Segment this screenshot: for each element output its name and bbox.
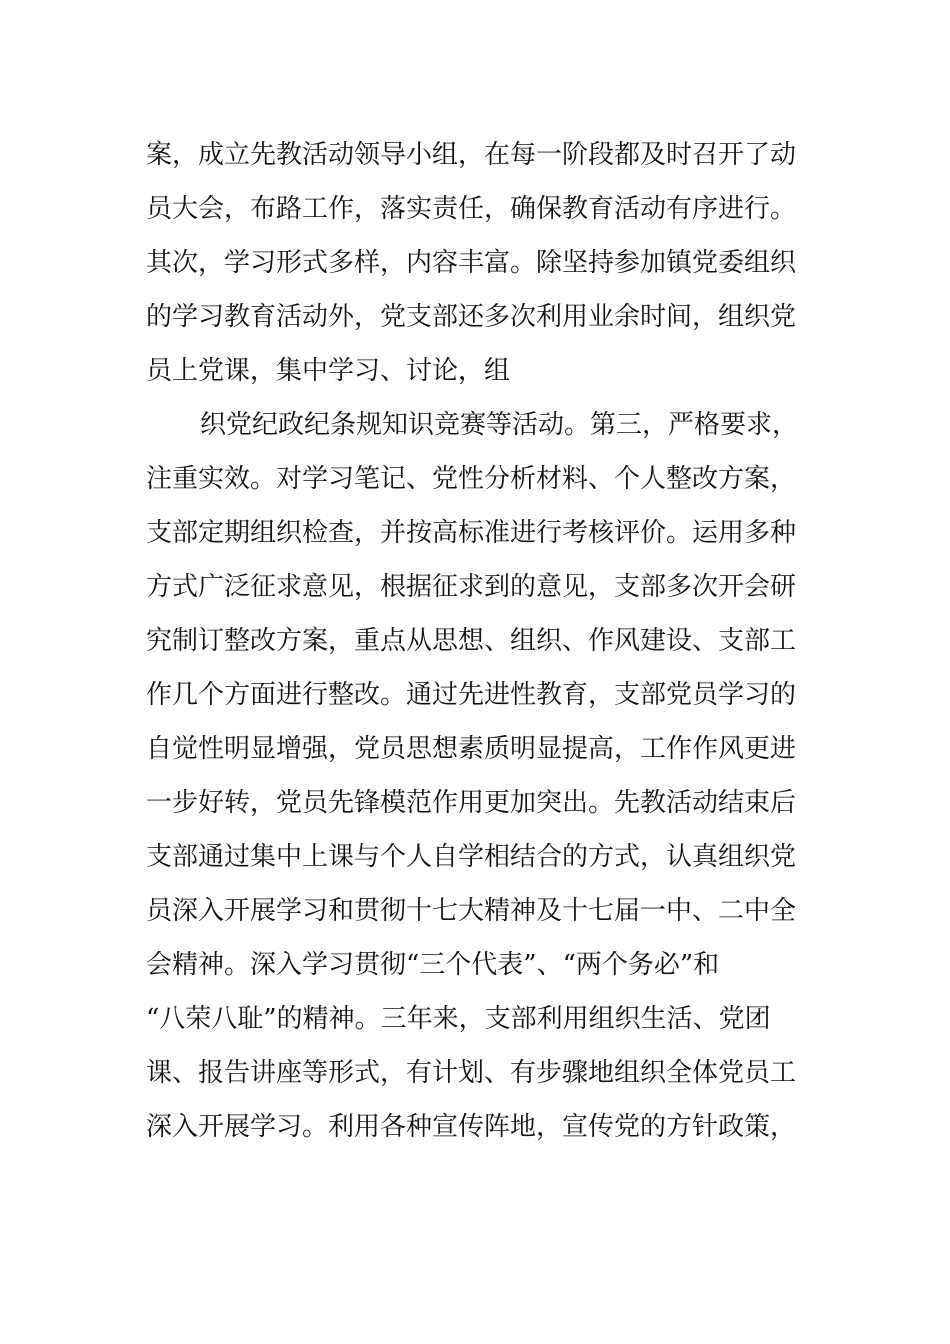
text-line: 究制订整改方案，重点从思想、组织、作风建设、支部工 <box>146 626 797 656</box>
text-line: “八荣八耻”的精神。三年来，支部利用组织生活、党团 <box>146 1004 771 1034</box>
text-line: 一步好转，党员先锋模范作用更加突出。先教活动结束后 <box>146 788 797 818</box>
text-line: 员深入开展学习和贯彻十七大精神及十七届一中、二中全 <box>146 896 797 926</box>
text-line: 自觉性明显增强，党员思想素质明显提高，工作作风更进 <box>146 734 797 764</box>
text-line: 注重实效。对学习笔记、党性分析材料、个人整改方案， <box>146 464 797 494</box>
text-line: 支部通过集中上课与个人自学相结合的方式，认真组织党 <box>146 842 797 872</box>
text-line: 支部定期组织检查，并按高标准进行考核评价。运用多种 <box>146 518 797 548</box>
text-line: 员大会，布路工作，落实责任，确保教育活动有序进行。 <box>146 194 797 224</box>
text-line: 案，成立先教活动领导小组，在每一阶段都及时召开了动 <box>146 140 797 170</box>
text-line: 会精神。深入学习贯彻“三个代表”、“两个务必”和 <box>146 950 720 980</box>
text-line: 其次，学习形式多样，内容丰富。除坚持参加镇党委组织 <box>146 248 797 278</box>
text-line: 员上党课，集中学习、讨论，组 <box>146 356 511 386</box>
text-line: 作几个方面进行整改。通过先进性教育，支部党员学习的 <box>146 680 797 710</box>
text-line: 深入开展学习。利用各种宣传阵地，宣传党的方针政策， <box>146 1112 797 1142</box>
body-text <box>146 128 806 1154</box>
text-line: 课、报告讲座等形式，有计划、有步骤地组织全体党员工 <box>146 1058 797 1088</box>
text-line: 方式广泛征求意见，根据征求到的意见，支部多次开会研 <box>146 572 797 602</box>
paragraph-first-line: 织党纪政纪条规知识竞赛等活动。第三，严格要求， <box>200 410 799 440</box>
text-line: 的学习教育活动外，党支部还多次利用业余时间，组织党 <box>146 302 797 332</box>
